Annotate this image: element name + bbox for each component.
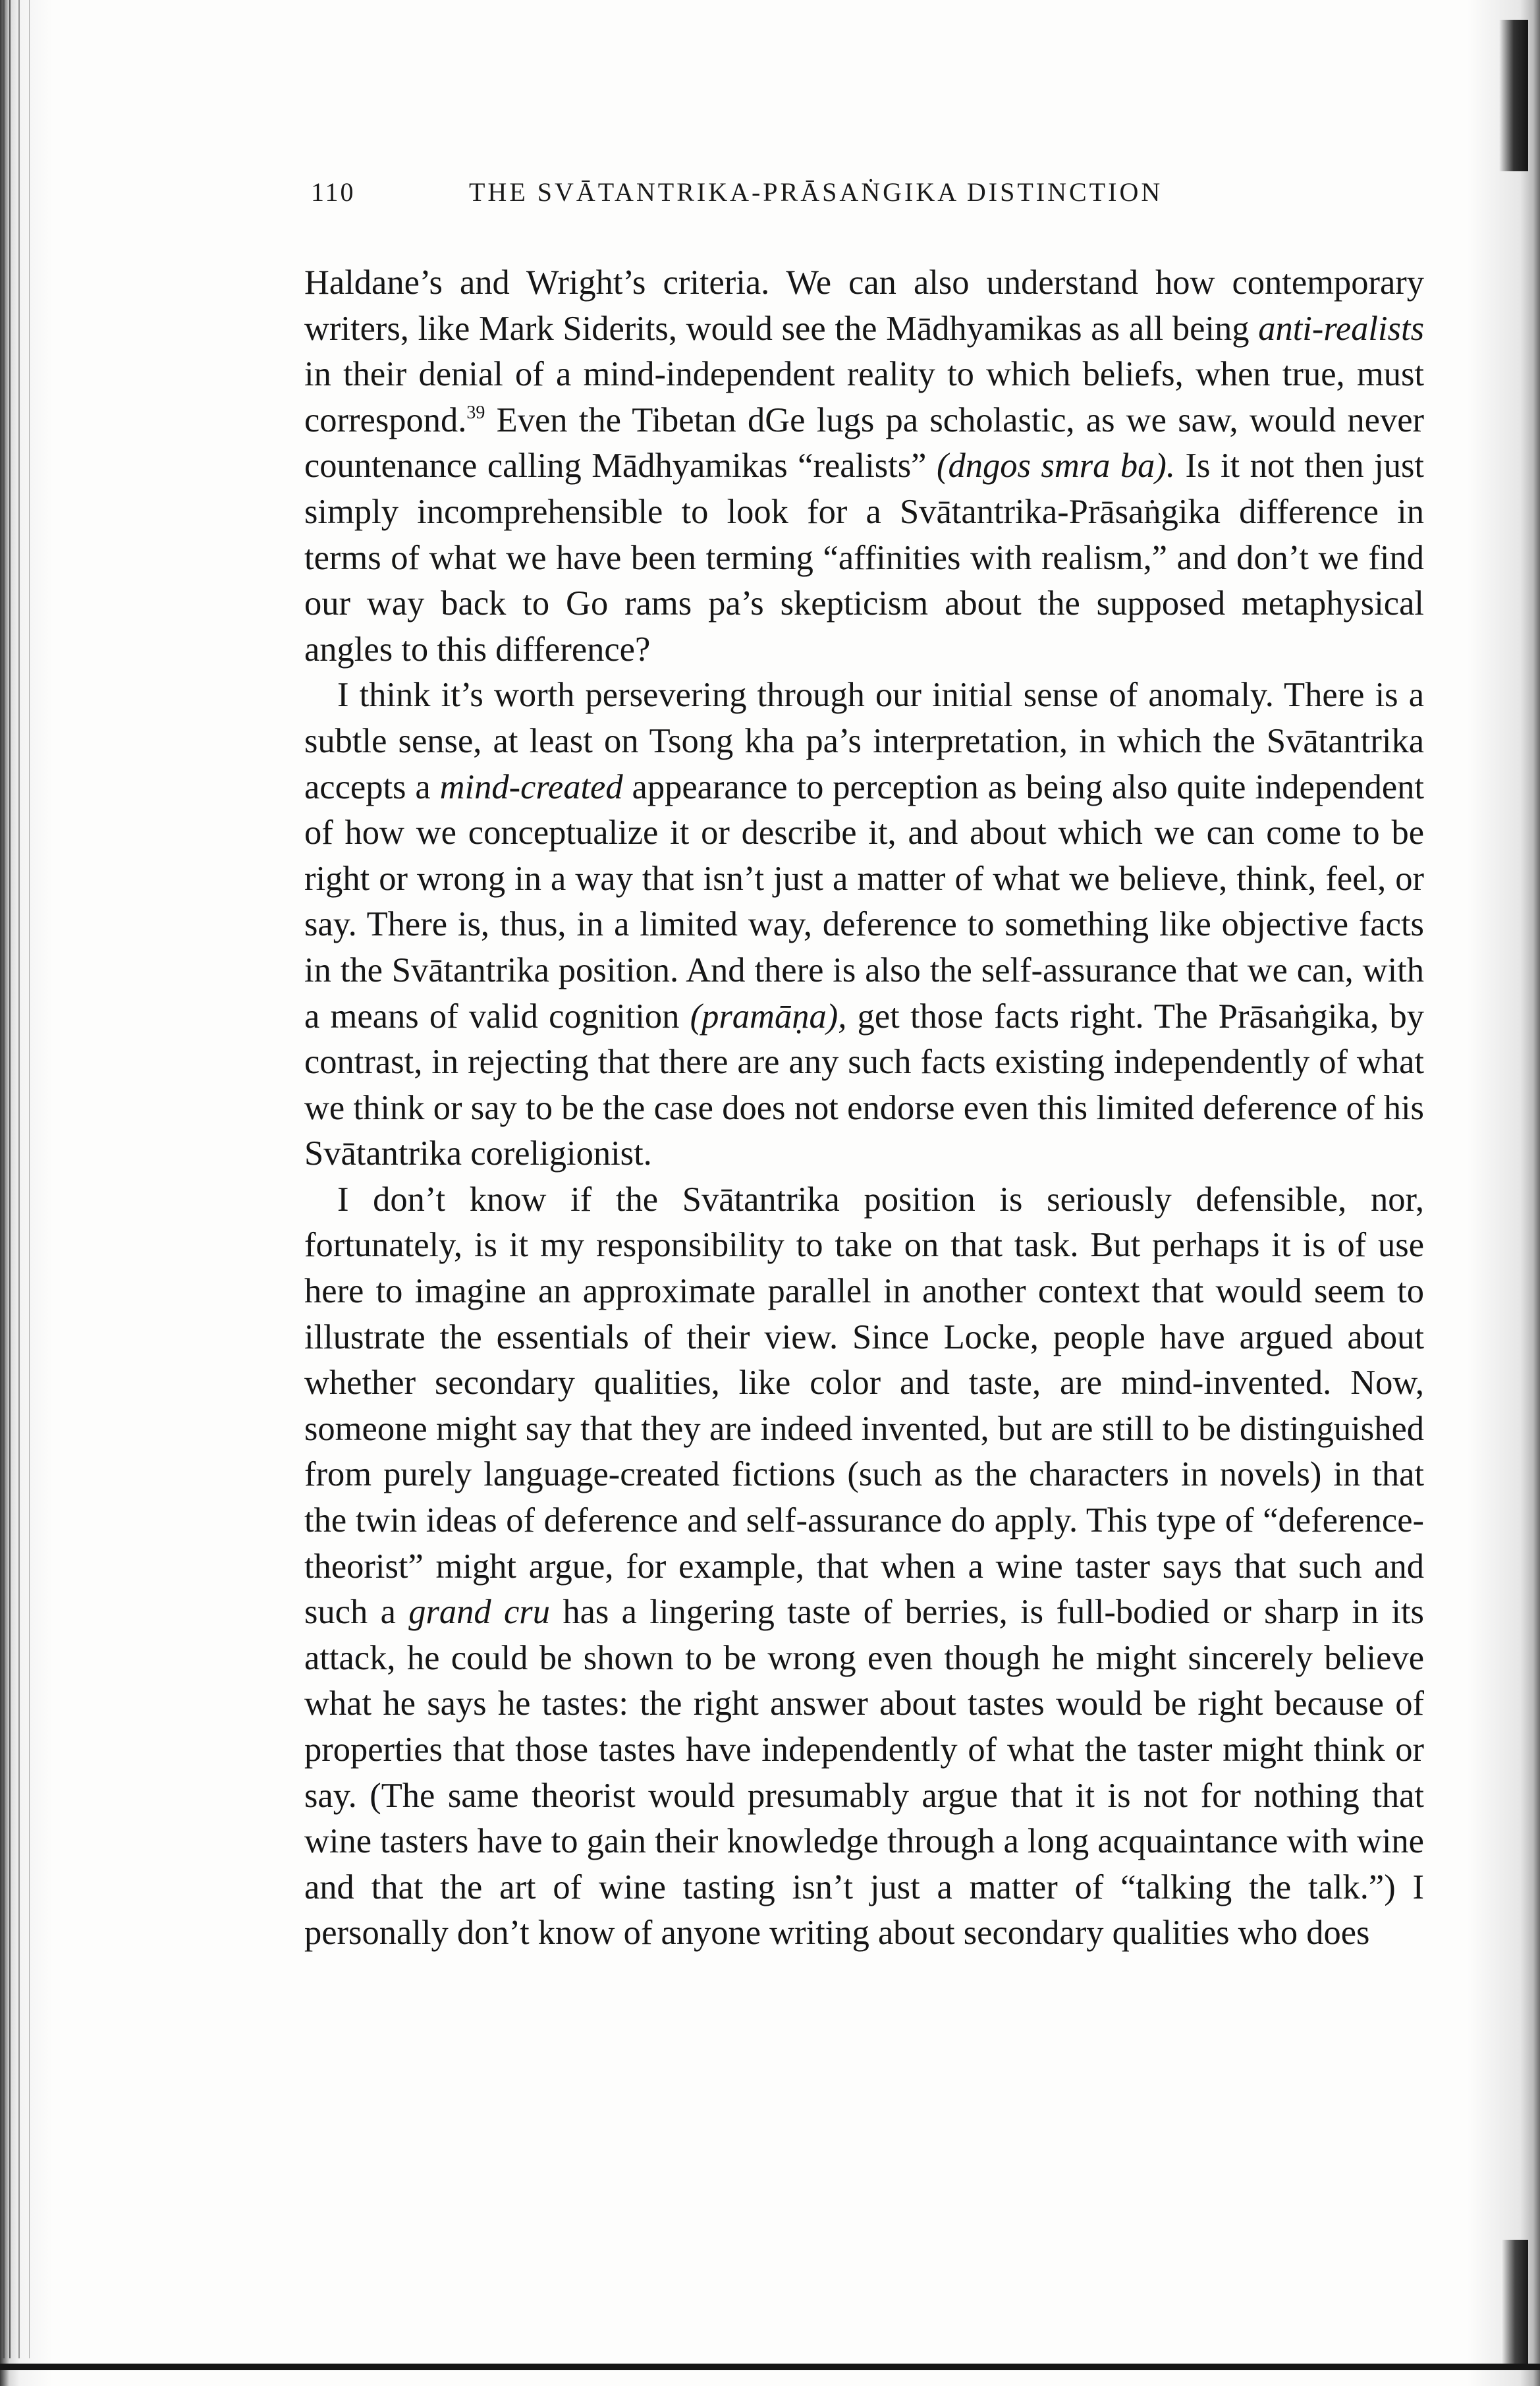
text-run: get those facts right. The Prāsaṅgika, by contrast, in rejecting that there are any such facts existing independently of what we think or say to be the case does not endorse even this limited deference of his Svātantrika coreligionist. [304,997,1424,1173]
scan-spine-line [29,0,30,2358]
scan-spine-line [18,0,20,2358]
scan-spine-shadow [0,0,53,2386]
scan-spine-line [3,0,5,2358]
text-run: Even the Tibetan dGe lugs pa scholastic, as we saw, would never countenance calling Mādhyamikas “realists” [304,401,1424,486]
text-run: has a lingering taste of berries, is full-bodied or sharp in its attack, he could be shown to be wrong even though he might sincerely believe what he says he tastes: the right answer about tastes would be right because of properties that those tastes have independently of what the taster might think or say. (The same theorist would presumably argue that it is not for nothing that wine tasters have to gain their knowledge through a long acquaintance with wine and that the art of wine tasting isn’t just a matter of “talking the talk.”) I personally don’t know of anyone writing about secondary qualities who does [304,1593,1424,1953]
scan-spine-line [9,0,11,2358]
text-run: I don’t know if the Svātantrika position is seriously defensible, nor, fortunately, is it my responsibility to take on that task. But perhaps it is of use here to imagine an approximate parallel in another context that would seem to illustrate the essentials of their view. Since Locke, people have argued about whether secondary qualities, like color and taste, are mind-invented. Now, someone might say that they are indeed invented, but are still to be distinguished from purely language-created fictions (such as the characters in novels) in that the twin ideas of deference and self-assurance do apply. This type of “deference-theorist” might argue, for example, that when a wine taster says that such and such a [304,1180,1424,1632]
scan-edge-shadow [1468,0,1540,2386]
page-number: 110 [311,177,356,207]
italic-term: (dngos smra ba). [936,447,1176,486]
text-run: Haldane’s and Wright’s criteria. We can also understand how contemporary writers, like Mark Siderits, would see the Mādhyamikas as all being [304,264,1424,348]
running-head [311,173,1417,212]
footnote-ref: 39 [466,402,485,423]
italic-term: (pramāṇa), [690,997,847,1036]
chapter-title: THE SVĀTANTRIKA-PRĀSAṄGIKA DISTINCTION [469,177,1163,207]
italic-term: anti-realists [1258,309,1424,348]
text-run: in their denial of a mind-independent reality to which beliefs, when true, must correspond. [304,355,1424,439]
paragraph [304,1177,1424,1956]
italic-term: grand cru [408,1593,550,1632]
text-run: Is it not then just simply incomprehensible to look for a Svātantrika-Prāsaṅgika difference in terms of what we have been terming “affinities with realism,” and don’t we find our way back to Go rams pa’s skepticism about the supposed metaphysical angles to this difference? [304,447,1424,669]
paragraph [304,260,1424,673]
text-run: I think it’s worth persevering through our initial sense of anomaly. There is a subtle sense, at least on Tsong kha pa’s interpretation, in which the Svātantrika accepts a [304,676,1424,806]
text-run: appearance to perception as being also quite independent of how we conceptualize it or describe it, and about which we can come to be right or wrong in a way that isn’t just a matter of what we believe, think, feel, or say. There is, thus, in a limited way, deference to something like objective facts in the Svātantrika position. And there is also the self-assurance that we can, with a means of valid cognition [304,767,1424,1036]
paragraph [304,673,1424,1177]
scan-edge-dark-bottom [1502,2240,1528,2365]
scan-bottom-rule [0,2364,1540,2370]
body-text [304,260,1424,1956]
italic-term: mind-created [439,767,623,806]
scan-edge-dark-top [1499,20,1528,171]
